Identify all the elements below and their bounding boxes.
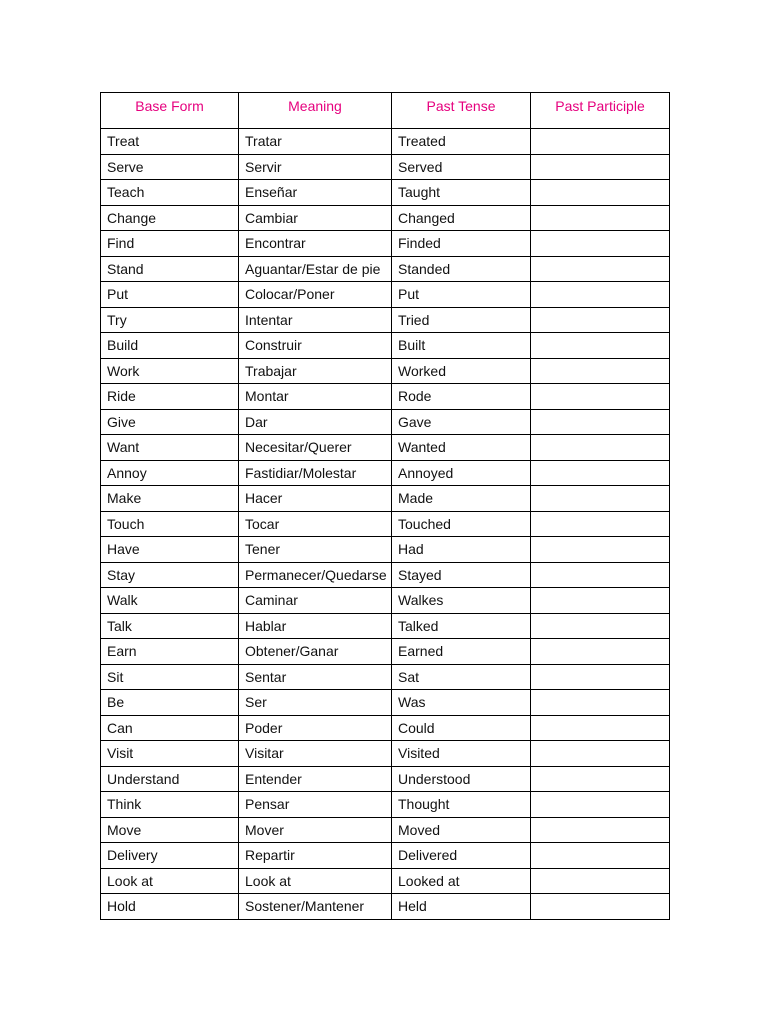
cell-base-form: Have: [101, 537, 239, 563]
table-row: [101, 409, 670, 435]
cell-past-participle: [531, 435, 670, 461]
cell-past-participle: [531, 180, 670, 206]
table-row: [101, 613, 670, 639]
cell-base-form: Move: [101, 817, 239, 843]
cell-meaning: Aguantar/Estar de pie: [239, 256, 392, 282]
cell-past-tense: Stayed: [392, 562, 531, 588]
cell-past-participle: [531, 537, 670, 563]
cell-base-form: Give: [101, 409, 239, 435]
table-row: [101, 180, 670, 206]
cell-meaning: Tratar: [239, 129, 392, 155]
cell-base-form: Visit: [101, 741, 239, 767]
cell-past-participle: [531, 307, 670, 333]
cell-past-tense: Visited: [392, 741, 531, 767]
cell-meaning: Servir: [239, 154, 392, 180]
cell-past-participle: [531, 843, 670, 869]
table-row: [101, 511, 670, 537]
cell-past-participle: [531, 562, 670, 588]
table-row: [101, 715, 670, 741]
cell-past-participle: [531, 282, 670, 308]
table-row: [101, 333, 670, 359]
table-row: [101, 231, 670, 257]
verb-table-header: [101, 93, 670, 129]
cell-past-participle: [531, 486, 670, 512]
cell-past-participle: [531, 256, 670, 282]
cell-past-tense: Gave: [392, 409, 531, 435]
cell-past-tense: Had: [392, 537, 531, 563]
cell-base-form: Talk: [101, 613, 239, 639]
cell-past-tense: Tried: [392, 307, 531, 333]
cell-past-tense: Rode: [392, 384, 531, 410]
cell-past-tense: Walkes: [392, 588, 531, 614]
cell-past-tense: Could: [392, 715, 531, 741]
cell-past-participle: [531, 205, 670, 231]
cell-past-participle: [531, 384, 670, 410]
cell-past-participle: [531, 358, 670, 384]
cell-meaning: Trabajar: [239, 358, 392, 384]
cell-past-tense: Worked: [392, 358, 531, 384]
table-row: [101, 588, 670, 614]
header-past-participle: Past Participle: [531, 93, 670, 129]
cell-base-form: Think: [101, 792, 239, 818]
cell-meaning: Fastidiar/Molestar: [239, 460, 392, 486]
cell-past-participle: [531, 792, 670, 818]
table-row: [101, 817, 670, 843]
cell-past-tense: Made: [392, 486, 531, 512]
header-past-tense: Past Tense: [392, 93, 531, 129]
cell-meaning: Sentar: [239, 664, 392, 690]
cell-base-form: Change: [101, 205, 239, 231]
cell-past-tense: Talked: [392, 613, 531, 639]
header-base-form: Base Form: [101, 93, 239, 129]
table-row: [101, 358, 670, 384]
cell-meaning: Caminar: [239, 588, 392, 614]
cell-past-tense: Touched: [392, 511, 531, 537]
table-row: [101, 664, 670, 690]
cell-base-form: Be: [101, 690, 239, 716]
cell-base-form: Put: [101, 282, 239, 308]
cell-meaning: Tocar: [239, 511, 392, 537]
cell-past-tense: Taught: [392, 180, 531, 206]
cell-past-participle: [531, 664, 670, 690]
table-row: [101, 205, 670, 231]
header-row: [101, 93, 670, 129]
cell-base-form: Make: [101, 486, 239, 512]
table-row: [101, 766, 670, 792]
cell-past-participle: [531, 690, 670, 716]
verb-table-body: [101, 129, 670, 920]
cell-past-participle: [531, 333, 670, 359]
cell-meaning: Mover: [239, 817, 392, 843]
cell-past-participle: [531, 817, 670, 843]
cell-past-participle: [531, 460, 670, 486]
cell-past-tense: Treated: [392, 129, 531, 155]
cell-meaning: Look at: [239, 868, 392, 894]
cell-past-participle: [531, 639, 670, 665]
cell-past-tense: Earned: [392, 639, 531, 665]
cell-base-form: Work: [101, 358, 239, 384]
table-row: [101, 384, 670, 410]
cell-base-form: Want: [101, 435, 239, 461]
cell-base-form: Earn: [101, 639, 239, 665]
cell-past-tense: Wanted: [392, 435, 531, 461]
table-row: [101, 639, 670, 665]
cell-base-form: Delivery: [101, 843, 239, 869]
table-row: [101, 129, 670, 155]
cell-past-participle: [531, 154, 670, 180]
cell-base-form: Serve: [101, 154, 239, 180]
cell-past-tense: Annoyed: [392, 460, 531, 486]
cell-meaning: Pensar: [239, 792, 392, 818]
cell-base-form: Treat: [101, 129, 239, 155]
table-row: [101, 741, 670, 767]
cell-past-participle: [531, 741, 670, 767]
cell-meaning: Visitar: [239, 741, 392, 767]
cell-past-participle: [531, 766, 670, 792]
cell-base-form: Stay: [101, 562, 239, 588]
cell-past-participle: [531, 231, 670, 257]
cell-meaning: Cambiar: [239, 205, 392, 231]
cell-past-tense: Sat: [392, 664, 531, 690]
cell-base-form: Understand: [101, 766, 239, 792]
cell-past-participle: [531, 894, 670, 920]
cell-meaning: Obtener/Ganar: [239, 639, 392, 665]
cell-base-form: Annoy: [101, 460, 239, 486]
cell-base-form: Can: [101, 715, 239, 741]
cell-past-tense: Put: [392, 282, 531, 308]
cell-base-form: Ride: [101, 384, 239, 410]
cell-past-participle: [531, 613, 670, 639]
cell-past-participle: [531, 129, 670, 155]
cell-base-form: Stand: [101, 256, 239, 282]
table-row: [101, 282, 670, 308]
cell-base-form: Walk: [101, 588, 239, 614]
verb-table: [100, 92, 670, 920]
cell-past-participle: [531, 588, 670, 614]
cell-meaning: Hablar: [239, 613, 392, 639]
cell-meaning: Entender: [239, 766, 392, 792]
cell-base-form: Hold: [101, 894, 239, 920]
cell-base-form: Try: [101, 307, 239, 333]
cell-base-form: Teach: [101, 180, 239, 206]
table-row: [101, 690, 670, 716]
cell-past-tense: Was: [392, 690, 531, 716]
table-row: [101, 843, 670, 869]
table-row: [101, 537, 670, 563]
cell-past-tense: Held: [392, 894, 531, 920]
cell-past-tense: Looked at: [392, 868, 531, 894]
cell-meaning: Encontrar: [239, 231, 392, 257]
table-row: [101, 256, 670, 282]
table-row: [101, 460, 670, 486]
cell-base-form: Find: [101, 231, 239, 257]
cell-base-form: Look at: [101, 868, 239, 894]
table-row: [101, 435, 670, 461]
table-row: [101, 894, 670, 920]
cell-past-tense: Changed: [392, 205, 531, 231]
cell-meaning: Enseñar: [239, 180, 392, 206]
cell-past-tense: Standed: [392, 256, 531, 282]
cell-past-tense: Delivered: [392, 843, 531, 869]
cell-meaning: Hacer: [239, 486, 392, 512]
cell-meaning: Sostener/Mantener: [239, 894, 392, 920]
cell-meaning: Repartir: [239, 843, 392, 869]
cell-past-tense: Served: [392, 154, 531, 180]
cell-meaning: Poder: [239, 715, 392, 741]
cell-meaning: Permanecer/Quedarse: [239, 562, 392, 588]
cell-meaning: Colocar/Poner: [239, 282, 392, 308]
cell-past-tense: Understood: [392, 766, 531, 792]
cell-past-tense: Built: [392, 333, 531, 359]
cell-past-participle: [531, 868, 670, 894]
cell-past-tense: Finded: [392, 231, 531, 257]
cell-meaning: Montar: [239, 384, 392, 410]
cell-meaning: Necesitar/Querer: [239, 435, 392, 461]
cell-base-form: Sit: [101, 664, 239, 690]
table-row: [101, 154, 670, 180]
cell-meaning: Intentar: [239, 307, 392, 333]
table-row: [101, 486, 670, 512]
cell-past-participle: [531, 511, 670, 537]
table-row: [101, 307, 670, 333]
cell-past-tense: Thought: [392, 792, 531, 818]
table-row: [101, 562, 670, 588]
cell-meaning: Tener: [239, 537, 392, 563]
cell-meaning: Construir: [239, 333, 392, 359]
table-row: [101, 868, 670, 894]
header-meaning: Meaning: [239, 93, 392, 129]
cell-base-form: Build: [101, 333, 239, 359]
cell-base-form: Touch: [101, 511, 239, 537]
cell-meaning: Ser: [239, 690, 392, 716]
cell-meaning: Dar: [239, 409, 392, 435]
cell-past-participle: [531, 409, 670, 435]
table-row: [101, 792, 670, 818]
cell-past-participle: [531, 715, 670, 741]
cell-past-tense: Moved: [392, 817, 531, 843]
